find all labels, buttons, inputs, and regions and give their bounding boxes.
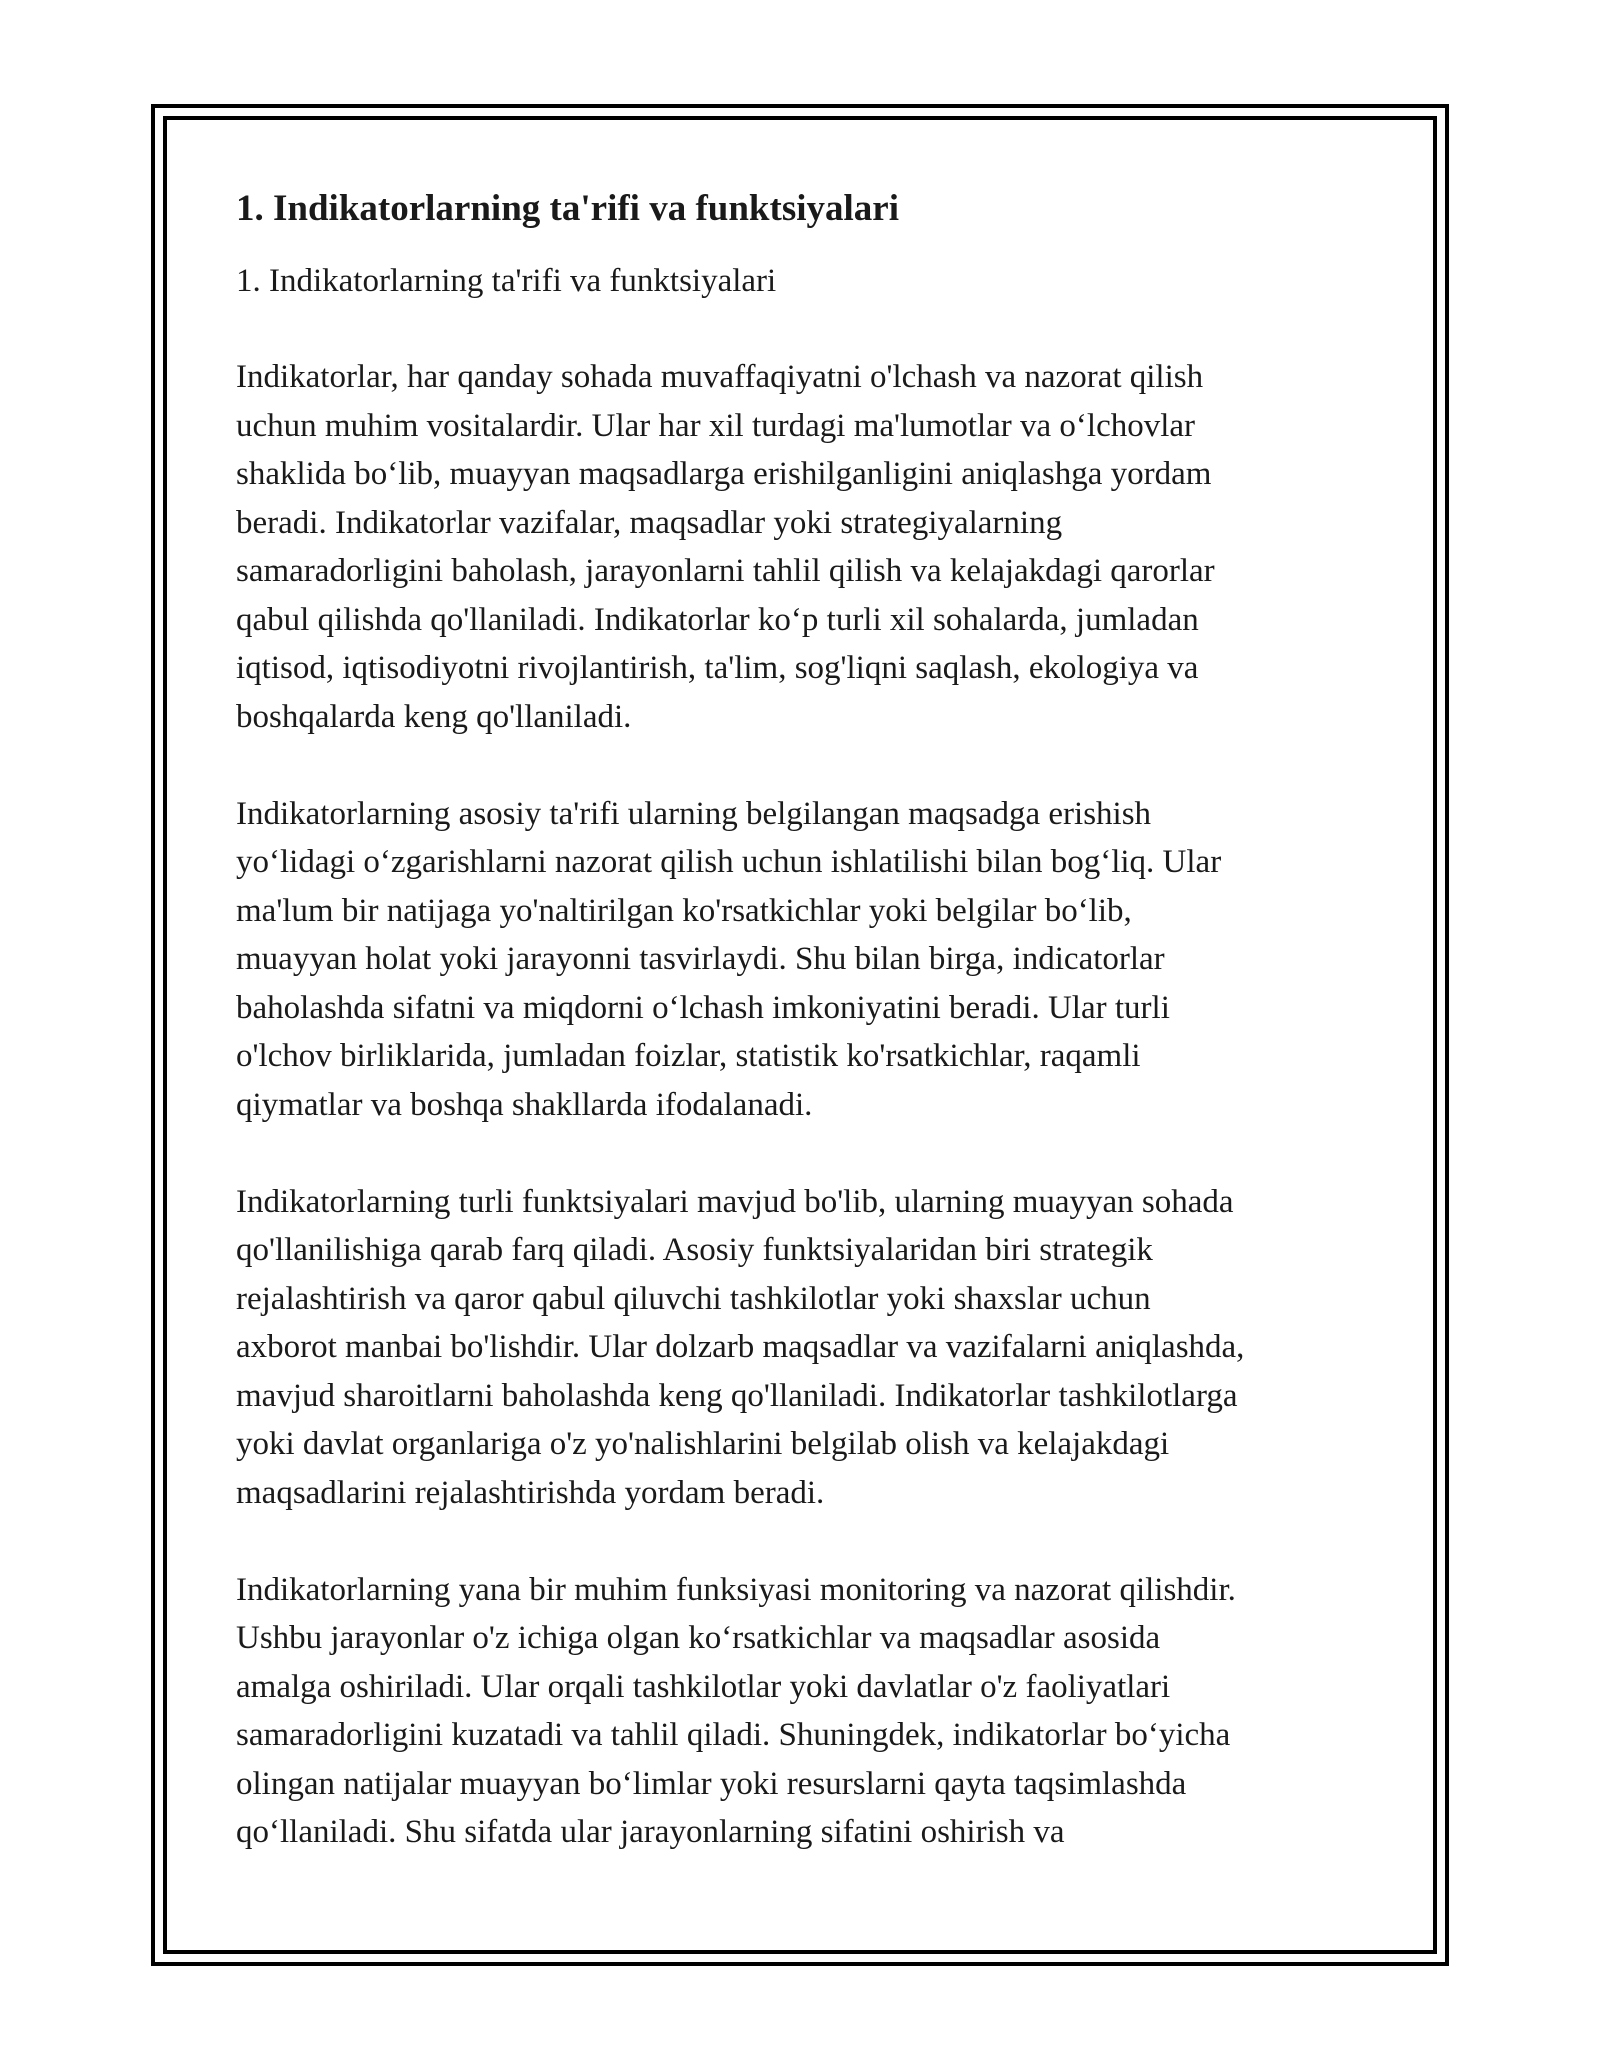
paragraph-2: Indikatorlarning asosiy ta'rifi ularning belgilangan maqsadga erishish yo‘lidagi o‘zgarishlarni nazorat qilish uchun ishlatilishi bilan bog‘liq. Ular ma'lum bir natijaga yo'naltirilgan ko'rsatkichlar yoki belgilar bo‘lib, muayyan holat yoki jarayonni tasvirlaydi. Shu bilan birga, indicatorlar baholashda sifatni va miqdorni o‘lchash imkoniyatini beradi. Ular turli o'lchov birliklarida, jumladan foizlar, statistik ko'rsatkichlar, raqamli qiymatlar va boshqa shakllarda ifodalanadi. — [236, 795, 1222, 1123]
document-body — [236, 185, 1366, 1905]
paragraph-3: Indikatorlarning turli funktsiyalari mavjud bo'lib, ularning muayyan sohada qo'llanilishiga qarab farq qiladi. Asosiy funktsiyalaridan biri strategik rejalashtirish va qaror qabul qiluvchi tashkilotlar yoki shaxslar uchun axborot manbai bo'lishdir. Ular dolzarb maqsadlar va vazifalarni aniqlashda, mavjud sharoitlarni baholashda keng qo'llaniladi. Indikatorlar tashkilotlarga yoki davlat organlariga o'z yo'nalishlarini belgilab olish va kelajakdagi maqsadlarini rejalashtirishda yordam beradi. — [236, 1183, 1245, 1511]
paragraph-1: Indikatorlar, har qanday sohada muvaffaqiyatni o'lchash va nazorat qilish uchun muhim vositalardir. Ular har xil turdagi ma'lumotlar va o‘lchovlar shaklida bo‘lib, muayyan maqsadlarga erishilganligini aniqlashga yordam beradi. Indikatorlar vazifalar, maqsadlar yoki strategiyalarning samaradorligini baholash, jarayonlarni tahlil qilish va kelajakdagi qarorlar qabul qilishda qo'llaniladi. Indikatorlar ko‘p turli xil sohalarda, jumladan iqtisod, iqtisodiyotni rivojlantirish, ta'lim, sog'liqni saqlash, ekologiya va boshqalarda keng qo'llaniladi. — [236, 359, 1215, 735]
paragraph-4: Indikatorlarning yana bir muhim funksiyasi monitoring va nazorat qilishdir. Ushbu jarayonlar o'z ichiga olgan ko‘rsatkichlar va maqsadlar asosida amalga oshiriladi. Ular orqali tashkilotlar yoki davlatlar o'z faoliyatlari samaradorligini kuzatadi va tahlil qiladi. Shuningdek, indikatorlar bo‘yicha olingan natijalar muayyan bo‘limlar yoki resurslarni qayta taqsimlashda qo‘llaniladi. Shu sifatda ular jarayonlarning sifatini oshirish va — [236, 1571, 1236, 1850]
document-heading: 1. Indikatorlarning ta'rifi va funktsiyalari — [236, 188, 899, 229]
document-subheading: 1. Indikatorlarning ta'rifi va funktsiyalari — [236, 263, 777, 299]
